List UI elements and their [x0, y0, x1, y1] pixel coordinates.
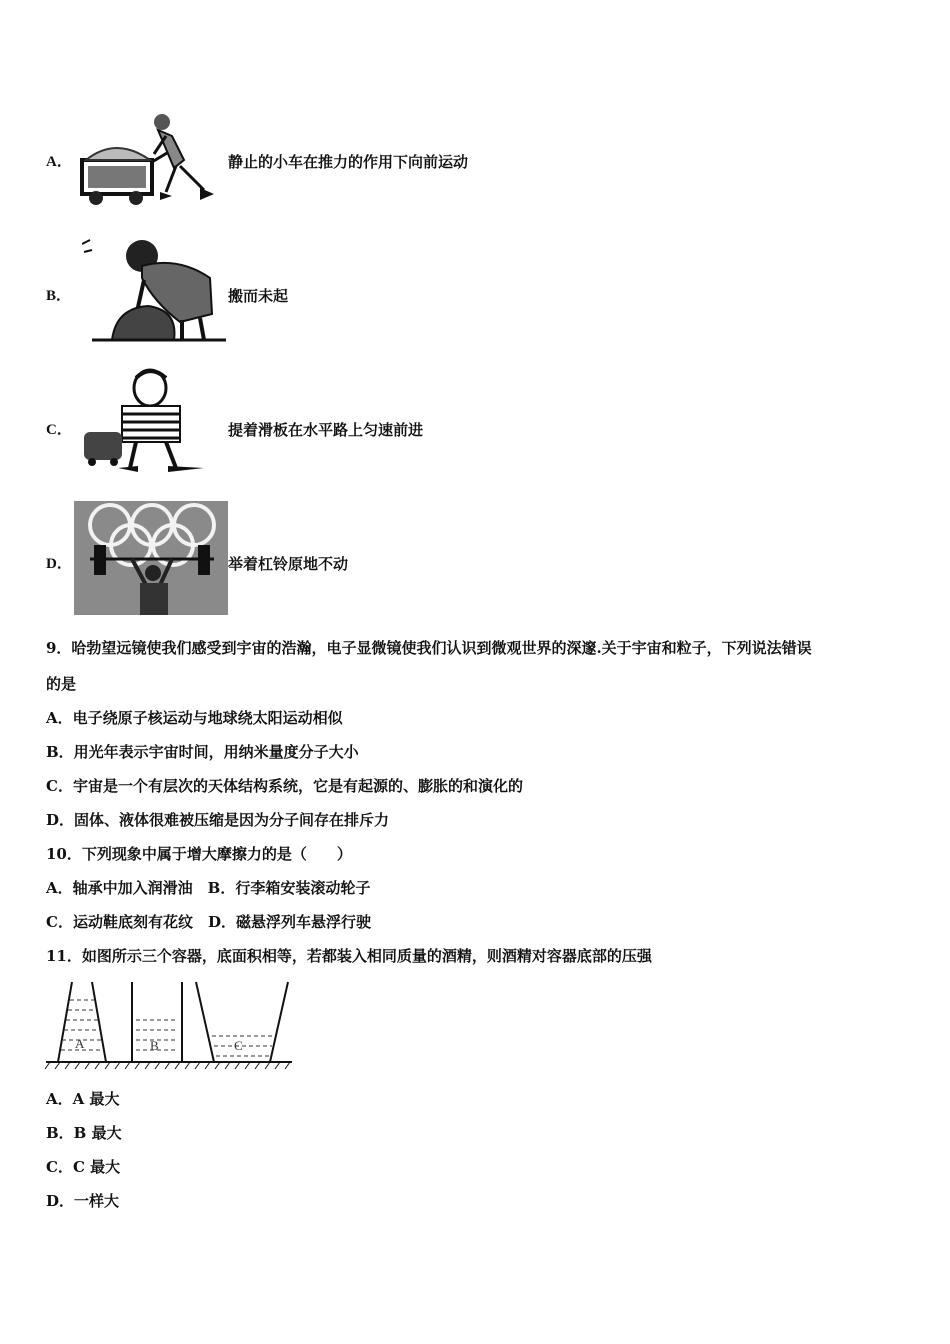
option-c-label: C． [46, 422, 72, 438]
three-containers-figure [44, 978, 294, 1072]
person-pushing-cart-image [76, 110, 226, 210]
q11-stem: 11．如图所示三个容器，底面积相等，若都装入相同质量的酒精，则酒精对容器底部的压强 [46, 947, 652, 965]
q10-options-row2: C．运动鞋底刻有花纹 D．磁悬浮列车悬浮行驶 [46, 913, 371, 931]
q9-stem-line2: 的是 [46, 675, 77, 693]
q9-option-b: B．用光年表示宇宙时间，用纳米量度分子大小 [46, 743, 359, 761]
option-d-text: 举着杠铃原地不动 [228, 555, 349, 573]
container-a-label: A [75, 1036, 85, 1051]
q10-stem: 10．下列现象中属于增大摩擦力的是（ ） [46, 845, 352, 863]
option-a-label: A． [46, 154, 72, 170]
option-b-label: B． [46, 288, 72, 304]
weightlifter-olympic-rings-image [74, 501, 228, 615]
container-c-label: C [234, 1038, 243, 1053]
q11-option-a: A．A 最大 [46, 1090, 120, 1108]
option-a-text: 静止的小车在推力的作用下向前运动 [228, 153, 469, 171]
q9-option-d: D．固体、液体很难被压缩是因为分子间存在排斥力 [46, 811, 390, 829]
q9-option-c: C．宇宙是一个有层次的天体结构系统，它是有起源的、膨胀的和演化的 [46, 777, 523, 795]
option-c-text: 提着滑板在水平路上匀速前进 [228, 421, 424, 439]
q10-options-row1: A．轴承中加入润滑油 B．行李箱安装滚动轮子 [46, 879, 371, 897]
q11-option-c: C．C 最大 [46, 1158, 121, 1176]
q11-option-d: D．一样大 [46, 1192, 120, 1210]
q9-stem-line1: 9．哈勃望远镜使我们感受到宇宙的浩瀚，电子显微镜使我们认识到微观世界的深邃.关于宇宙和粒子，下列说法错误 [46, 639, 812, 657]
person-carrying-skateboard-image [78, 368, 226, 476]
q9-option-a: A．电子绕原子核运动与地球绕太阳运动相似 [46, 709, 343, 727]
container-b-label: B [150, 1038, 159, 1053]
q11-option-b: B．B 最大 [46, 1124, 122, 1142]
option-d-label: D． [46, 556, 72, 572]
option-b-text: 搬而未起 [228, 287, 289, 305]
person-lifting-rock-image [82, 236, 227, 344]
